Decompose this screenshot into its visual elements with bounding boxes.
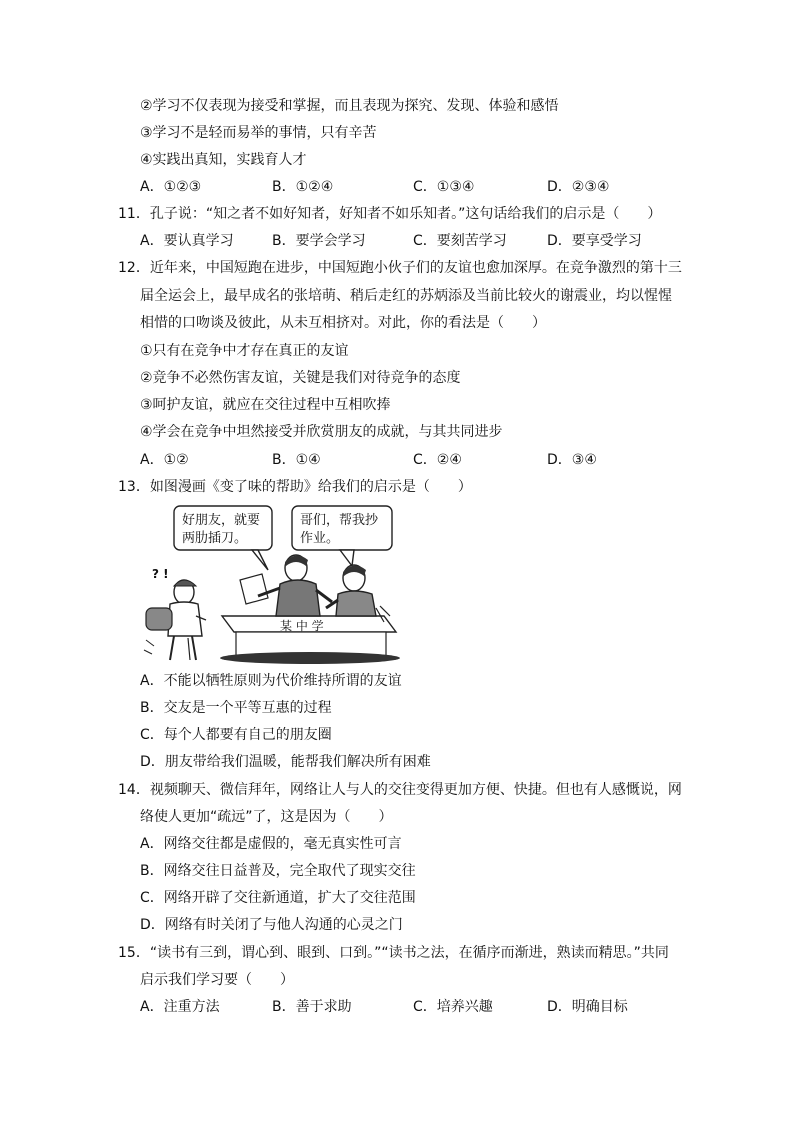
q14-stem-line-1 xyxy=(118,780,682,800)
q13-option-b[interactable]: B．交友是一个平等互惠的过程 xyxy=(140,700,332,716)
q12-stem-line-3: 相惜的口吻谈及彼此，从未互相挤对。对此，你的看法是（ ） xyxy=(140,315,546,331)
q14-option-b[interactable]: B．网络交往日益普及，完全取代了现实交往 xyxy=(140,863,416,879)
q14-stem-line-2: 络使人更加“疏远”了，这是因为（ ） xyxy=(140,809,393,825)
q10-option-a[interactable]: A．①②③ xyxy=(140,179,202,195)
q15-option-a[interactable]: A．注重方法 xyxy=(140,999,220,1015)
q11-option-b[interactable]: B．要学会学习 xyxy=(272,233,366,249)
bubble-right-line-1: 哥们，帮我抄 xyxy=(300,513,379,528)
q13-option-a[interactable]: A．不能以牺牲原则为代价维持所谓的友谊 xyxy=(140,673,402,689)
q12-option-d[interactable]: D．③④ xyxy=(547,452,597,468)
q15-option-c[interactable]: C．培养兴趣 xyxy=(413,999,493,1015)
bubble-left-line-2: 两肋插刀。 xyxy=(182,531,248,546)
q14-number: 14． xyxy=(118,782,150,798)
q10-option-b[interactable]: B．①②④ xyxy=(272,179,334,195)
homework-paper xyxy=(240,574,268,604)
q12-item-3: ③呵护友谊，就应在交往过程中互相吹捧 xyxy=(140,397,391,413)
cartoon-illustration xyxy=(140,504,402,664)
q13-option-d[interactable]: D．朋友带给我们温暖，能帮我们解决所有困难 xyxy=(140,754,431,770)
q15-stem-text-1: “读书有三到，谓心到、眼到、口到。”“读书之法，在循序而渐进，熟读而精思。”共同 xyxy=(149,945,669,961)
q15-option-b[interactable]: B．善于求助 xyxy=(272,999,352,1015)
q11-number: 11． xyxy=(118,206,150,222)
q13-number: 13． xyxy=(118,479,150,495)
q10-option-c[interactable]: C．①③④ xyxy=(413,179,475,195)
desk xyxy=(220,616,400,664)
q15-stem-line-2: 启示我们学习要（ ） xyxy=(140,972,294,988)
q12-option-c[interactable]: C．②④ xyxy=(413,452,462,468)
q11-stem-text: 孔子说：“知之者不如好知者，好知者不如乐知者。”这句话给我们的启示是（ ） xyxy=(149,206,662,222)
q14-stem-text-1: 视频聊天、微信拜年，网络让人与人的交往变得更加方便、快捷。但也有人感慨说，网 xyxy=(149,782,682,798)
q12-stem-line-2: 届全运会上，最早成名的张培萌、稍后走红的苏炳添及当前比较火的谢震业，均以惺惺 xyxy=(140,288,672,304)
q10-item-4: ④实践出真知，实践育人才 xyxy=(140,152,307,168)
q12-stem-text-1: 近年来，中国短跑在进步，中国短跑小伙子们的友谊也愈加深厚。在竞争激烈的第十三 xyxy=(149,260,682,276)
student-figure xyxy=(146,567,206,660)
q12-number: 12． xyxy=(118,260,150,276)
q14-option-c[interactable]: C．网络开辟了交往新通道，扩大了交往范围 xyxy=(140,890,416,906)
friend-figure xyxy=(258,555,332,616)
q13-option-c[interactable]: C．每个人都要有自己的朋友圈 xyxy=(140,727,332,743)
q10-option-d[interactable]: D．②③④ xyxy=(547,179,610,195)
q10-item-3: ③学习不是轻而易举的事情，只有辛苦 xyxy=(140,125,377,141)
q12-item-2: ②竞争不必然伤害友谊，关键是我们对待竞争的态度 xyxy=(140,370,461,386)
q10-item-2: ②学习不仅表现为接受和掌握，而且表现为探究、发现、体验和感悟 xyxy=(140,98,559,114)
q13-stem xyxy=(118,477,472,497)
bubble-right-line-2: 作业。 xyxy=(300,531,340,546)
desk-label: 某 中 学 xyxy=(280,619,324,633)
q12-option-a[interactable]: A．①② xyxy=(140,452,189,468)
q14-option-a[interactable]: A．网络交往都是虚假的，毫无真实性可言 xyxy=(140,836,402,852)
q12-option-b[interactable]: B．①④ xyxy=(272,452,321,468)
q11-option-d[interactable]: D．要享受学习 xyxy=(547,233,642,249)
q14-option-d[interactable]: D．网络有时关闭了与他人沟通的心灵之门 xyxy=(140,917,403,933)
q12-item-4: ④学会在竞争中坦然接受并欣赏朋友的成就，与其共同进步 xyxy=(140,424,503,440)
q15-stem-line-1 xyxy=(118,943,669,963)
q15-number: 15． xyxy=(118,945,150,961)
q12-item-1: ①只有在竞争中才存在真正的友谊 xyxy=(140,343,349,359)
q15-option-d[interactable]: D．明确目标 xyxy=(547,999,628,1015)
bubble-left-line-1: 好朋友，就要 xyxy=(182,513,261,528)
q11-stem xyxy=(118,204,661,224)
q11-option-a[interactable]: A．要认真学习 xyxy=(140,233,234,249)
puzzle-marks: ? ! xyxy=(152,567,169,581)
q11-option-c[interactable]: C．要刻苦学习 xyxy=(413,233,507,249)
q13-stem-text: 如图漫画《变了味的帮助》给我们的启示是（ ） xyxy=(149,479,472,495)
q12-stem-line-1 xyxy=(118,258,682,278)
asker-figure xyxy=(326,565,390,622)
